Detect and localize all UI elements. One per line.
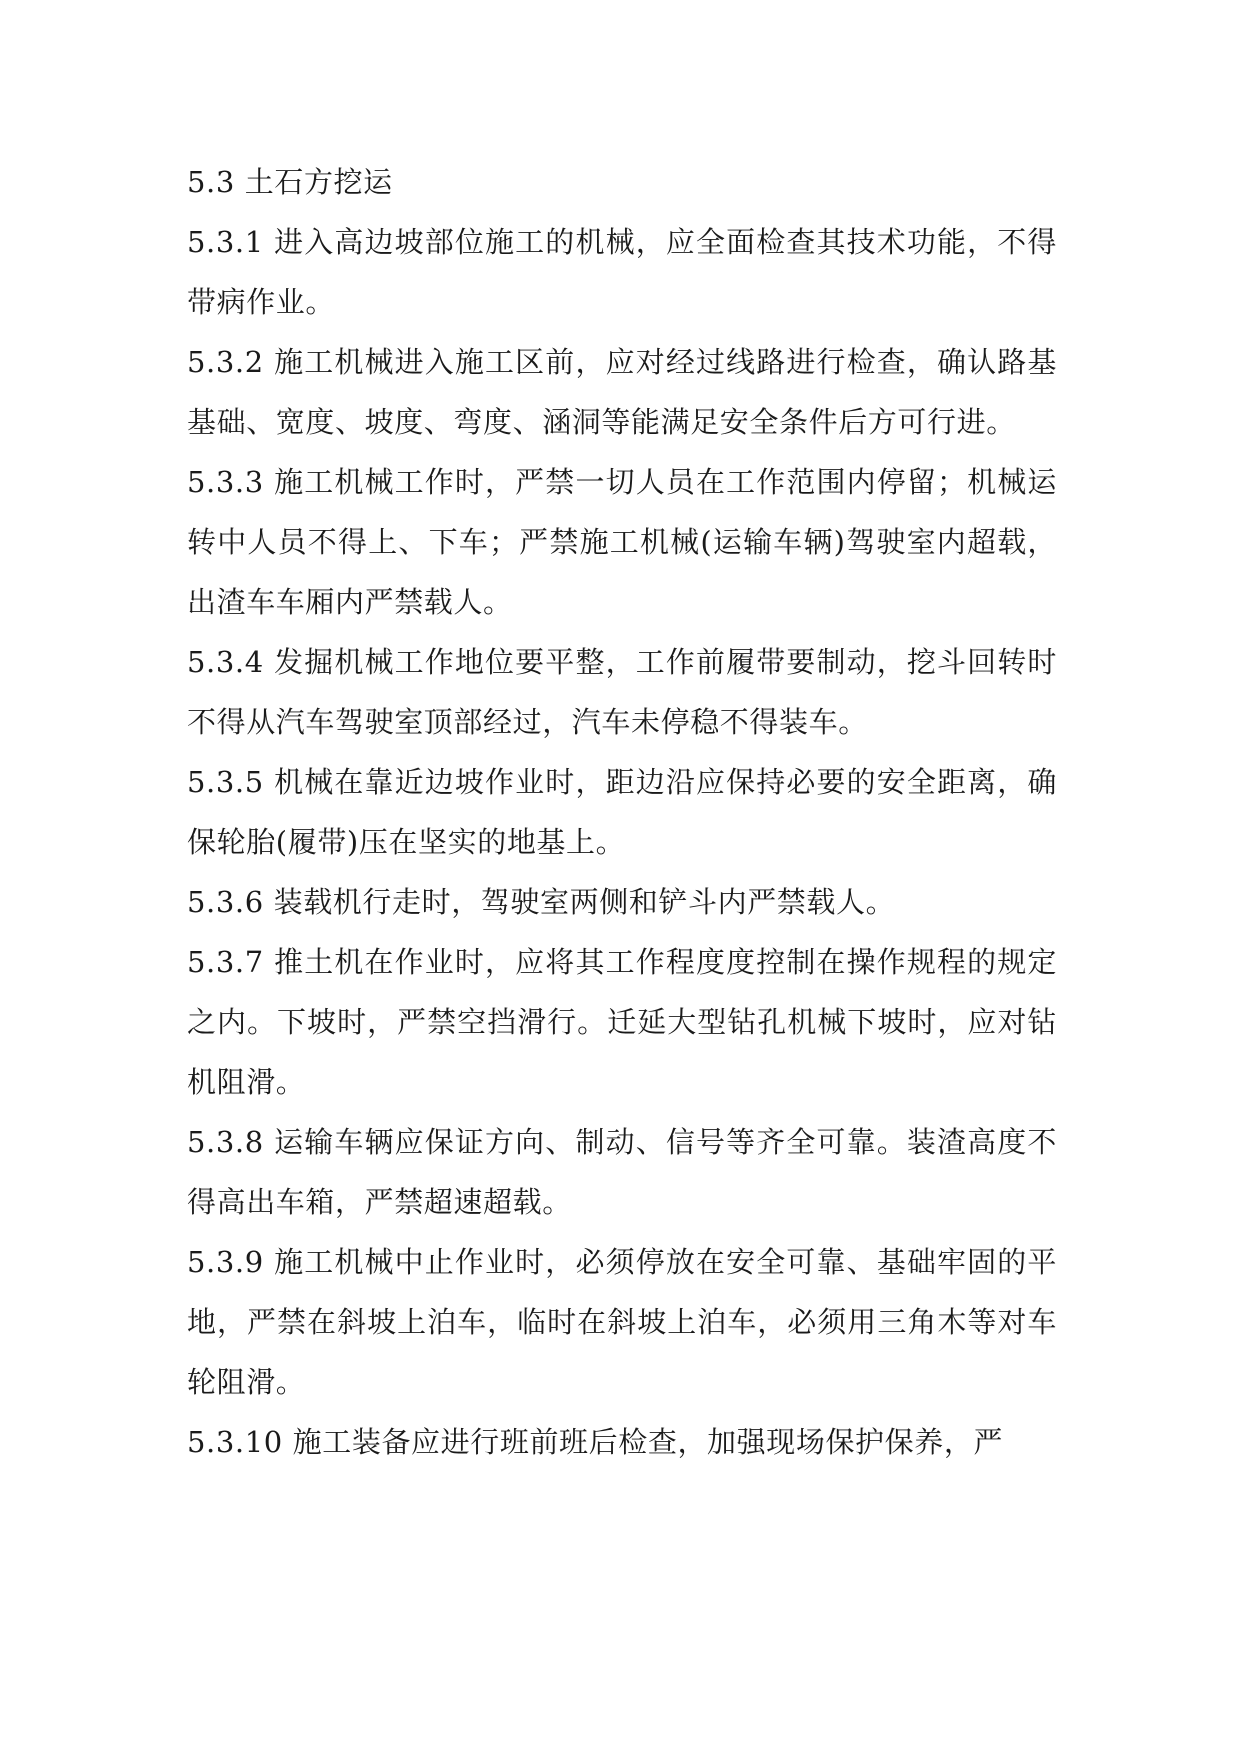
clause-5-3-9: 5.3.9 施工机械中止作业时，必须停放在安全可靠、基础牢固的平地，严禁在斜坡上泊车，临时在斜坡上泊车，必须用三角木等对车轮阻滑。: [187, 1245, 1057, 1399]
clause-5-3-8: 5.3.8 运输车辆应保证方向、制动、信号等齐全可靠。装渣高度不得高出车箱，严禁超速超载。: [187, 1125, 1057, 1219]
clause-5-3-5: 5.3.5 机械在靠近边坡作业时，距边沿应保持必要的安全距离，确保轮胎(履带)压在坚实的地基上。: [187, 765, 1057, 859]
clause-5-3-7: 5.3.7 推土机在作业时，应将其工作程度度控制在操作规程的规定之内。下坡时，严禁空挡滑行。迁延大型钻孔机械下坡时，应对钻机阻滑。: [187, 945, 1057, 1099]
clause-5-3-1: 5.3.1 进入高边坡部位施工的机械，应全面检查其技术功能，不得带病作业。: [187, 225, 1057, 319]
clause-5-3-2: 5.3.2 施工机械进入施工区前，应对经过线路进行检查，确认路基基础、宽度、坡度、弯度、涵洞等能满足安全条件后方可行进。: [187, 345, 1057, 439]
clause-5-3-10: 5.3.10 施工装备应进行班前班后检查，加强现场保护保养，严: [187, 1425, 1004, 1459]
document-body: [187, 152, 1057, 1472]
clause-5-3-3: 5.3.3 施工机械工作时，严禁一切人员在工作范围内停留；机械运转中人员不得上、下车；严禁施工机械(运输车辆)驾驶室内超载，出渣车车厢内严禁载人。: [187, 465, 1057, 619]
clause-5-3-4: 5.3.4 发掘机械工作地位要平整，工作前履带要制动，挖斗回转时不得从汽车驾驶室顶部经过，汽车未停稳不得装车。: [187, 645, 1057, 739]
clause-5-3-6: 5.3.6 装载机行走时，驾驶室两侧和铲斗内严禁载人。: [187, 885, 896, 919]
section-heading: 5.3 土石方挖运: [187, 165, 393, 199]
